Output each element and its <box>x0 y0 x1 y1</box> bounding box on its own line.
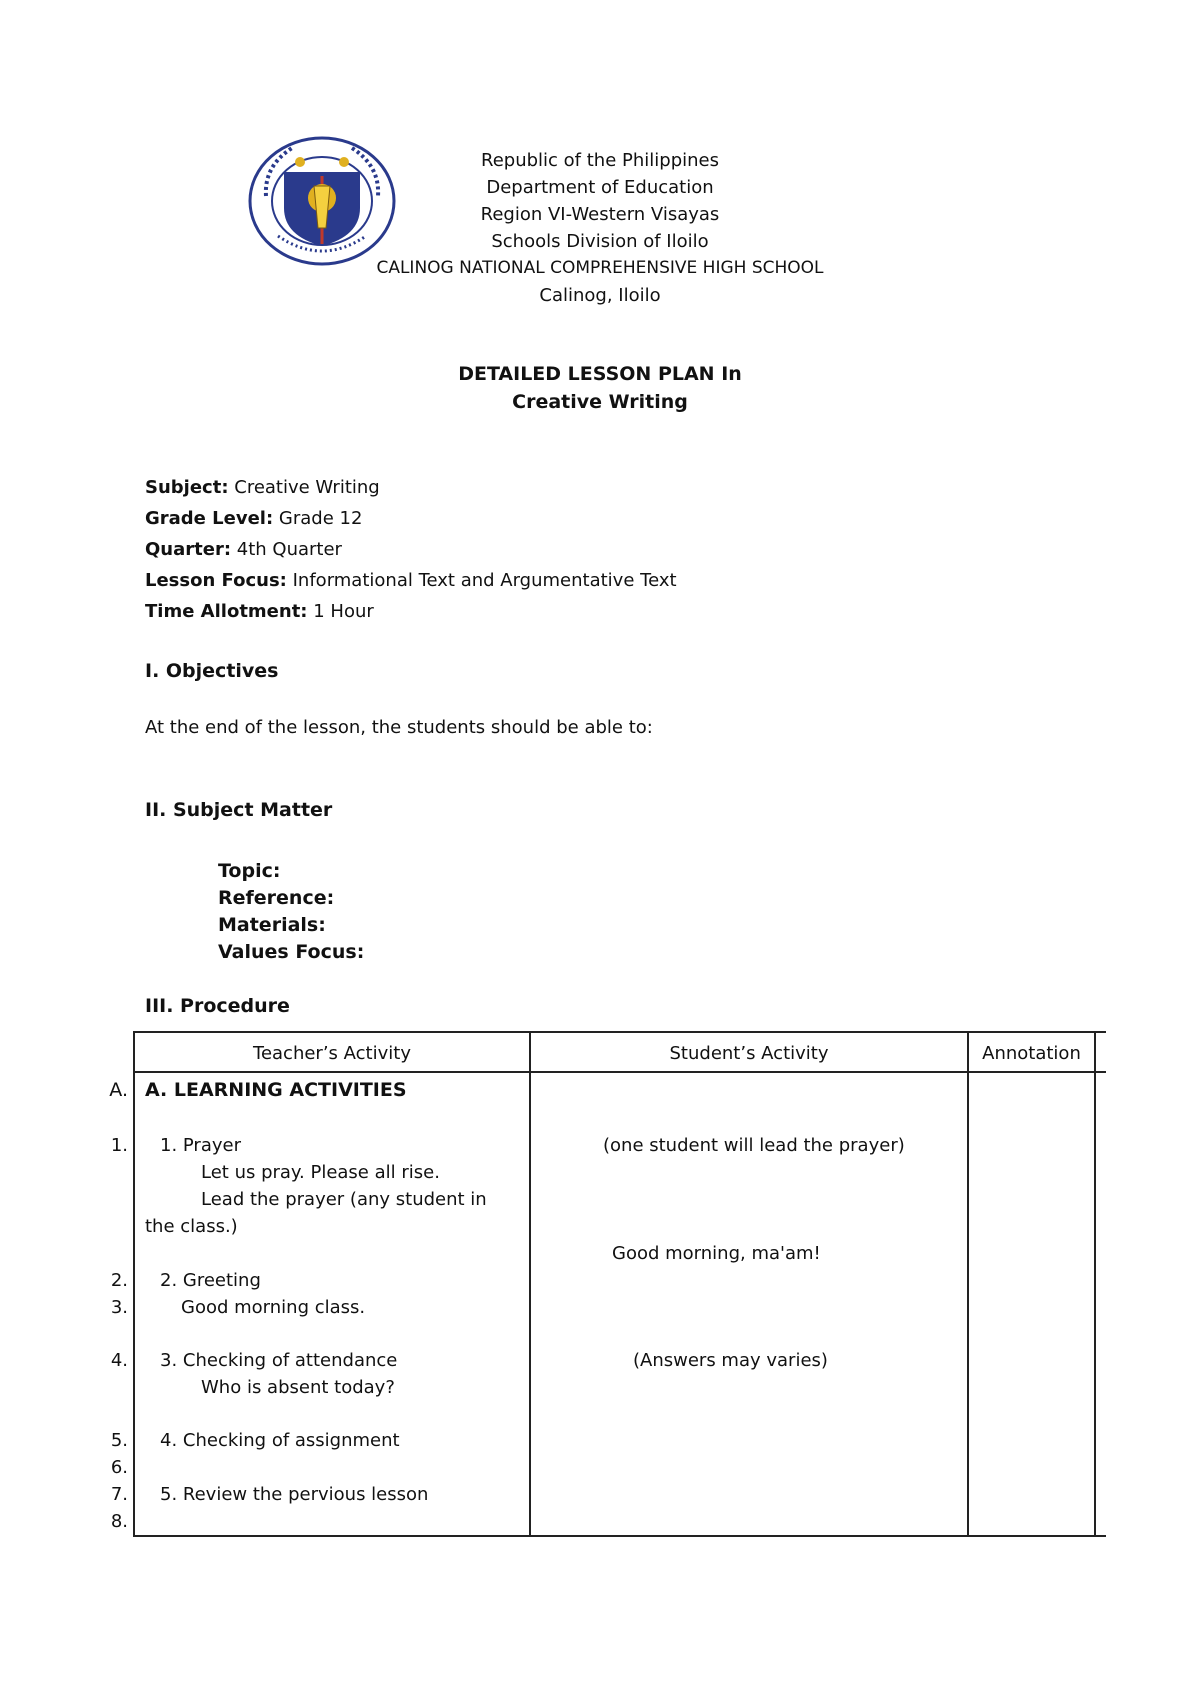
teacher-attendance: 3. Checking of attendance <box>160 1350 398 1371</box>
info-focus <box>145 566 677 596</box>
margin-number: 2. <box>110 1270 128 1291</box>
margin-label-a: A. <box>109 1079 128 1101</box>
table-border-right <box>1094 1031 1096 1537</box>
reference-label: Reference: <box>218 887 335 909</box>
col-header-annotation: Annotation <box>982 1043 1081 1064</box>
focus-label: Lesson Focus: <box>145 570 287 591</box>
header-line-republic: Republic of the Philippines <box>481 150 719 171</box>
values-focus-label: Values Focus: <box>218 941 365 963</box>
margin-number: 7. <box>110 1484 128 1505</box>
table-col-divider-2 <box>967 1031 969 1537</box>
quarter-value: 4th Quarter <box>236 539 342 560</box>
procedure-heading: III. Procedure <box>145 995 290 1017</box>
table-col-divider-1 <box>529 1031 531 1537</box>
focus-value: Informational Text and Argumentative Text <box>292 570 677 591</box>
teacher-prayer: 1. Prayer <box>160 1135 241 1156</box>
info-quarter <box>145 535 342 565</box>
quarter-label: Quarter: <box>145 539 232 560</box>
teacher-prayer-line2: Lead the prayer (any student in <box>201 1189 487 1210</box>
margin-number: 6. <box>110 1457 128 1478</box>
header-line-address: Calinog, Iloilo <box>539 285 661 306</box>
table-border-left <box>133 1031 135 1537</box>
table-border-top <box>133 1031 1106 1033</box>
table-header-divider <box>133 1071 1106 1073</box>
teacher-assignment: 4. Checking of assignment <box>160 1430 400 1451</box>
teacher-attendance-line: Who is absent today? <box>201 1377 395 1398</box>
student-prayer-response: (one student will lead the prayer) <box>603 1135 905 1156</box>
header-line-division: Schools Division of Iloilo <box>491 231 709 252</box>
topic-label: Topic: <box>218 860 281 882</box>
margin-number: 5. <box>110 1430 128 1451</box>
time-label: Time Allotment: <box>145 601 308 622</box>
objectives-heading: I. Objectives <box>145 660 279 682</box>
student-attendance-response: (Answers may varies) <box>633 1350 828 1371</box>
margin-number: 1. <box>110 1135 128 1156</box>
objectives-intro: At the end of the lesson, the students should be able to: <box>145 717 653 738</box>
grade-label: Grade Level: <box>145 508 274 529</box>
info-time <box>145 597 374 627</box>
teacher-review: 5. Review the pervious lesson <box>160 1484 429 1505</box>
teacher-prayer-line1: Let us pray. Please all rise. <box>201 1162 440 1183</box>
col-header-student: Student’s Activity <box>669 1043 829 1064</box>
subject-label: Subject: <box>145 477 229 498</box>
margin-number: 3. <box>110 1297 128 1318</box>
student-greeting-response: Good morning, ma'am! <box>612 1243 821 1264</box>
materials-label: Materials: <box>218 914 326 936</box>
header-line-region: Region VI-Western Visayas <box>480 204 720 225</box>
grade-value: Grade 12 <box>278 508 363 529</box>
info-subject <box>145 473 380 503</box>
teacher-greeting: 2. Greeting <box>160 1270 261 1291</box>
teacher-prayer-line3: the class.) <box>145 1216 238 1237</box>
header-line-school: CALINOG NATIONAL COMPREHENSIVE HIGH SCHOOL <box>376 258 824 278</box>
subject-value: Creative Writing <box>234 477 380 498</box>
teacher-greeting-line: Good morning class. <box>181 1297 366 1318</box>
col-header-teacher: Teacher’s Activity <box>253 1043 411 1064</box>
time-value: 1 Hour <box>313 601 374 622</box>
subject-matter-heading: II. Subject Matter <box>145 799 333 821</box>
margin-number: 4. <box>110 1350 128 1371</box>
section-learning-activities: A. LEARNING ACTIVITIES <box>145 1079 407 1101</box>
header-line-deped: Department of Education <box>486 177 714 198</box>
table-border-bottom <box>133 1535 1106 1537</box>
document-title: DETAILED LESSON PLAN In <box>458 363 742 385</box>
info-grade <box>145 504 362 534</box>
document-subtitle: Creative Writing <box>512 391 688 413</box>
margin-number: 8. <box>110 1511 128 1532</box>
